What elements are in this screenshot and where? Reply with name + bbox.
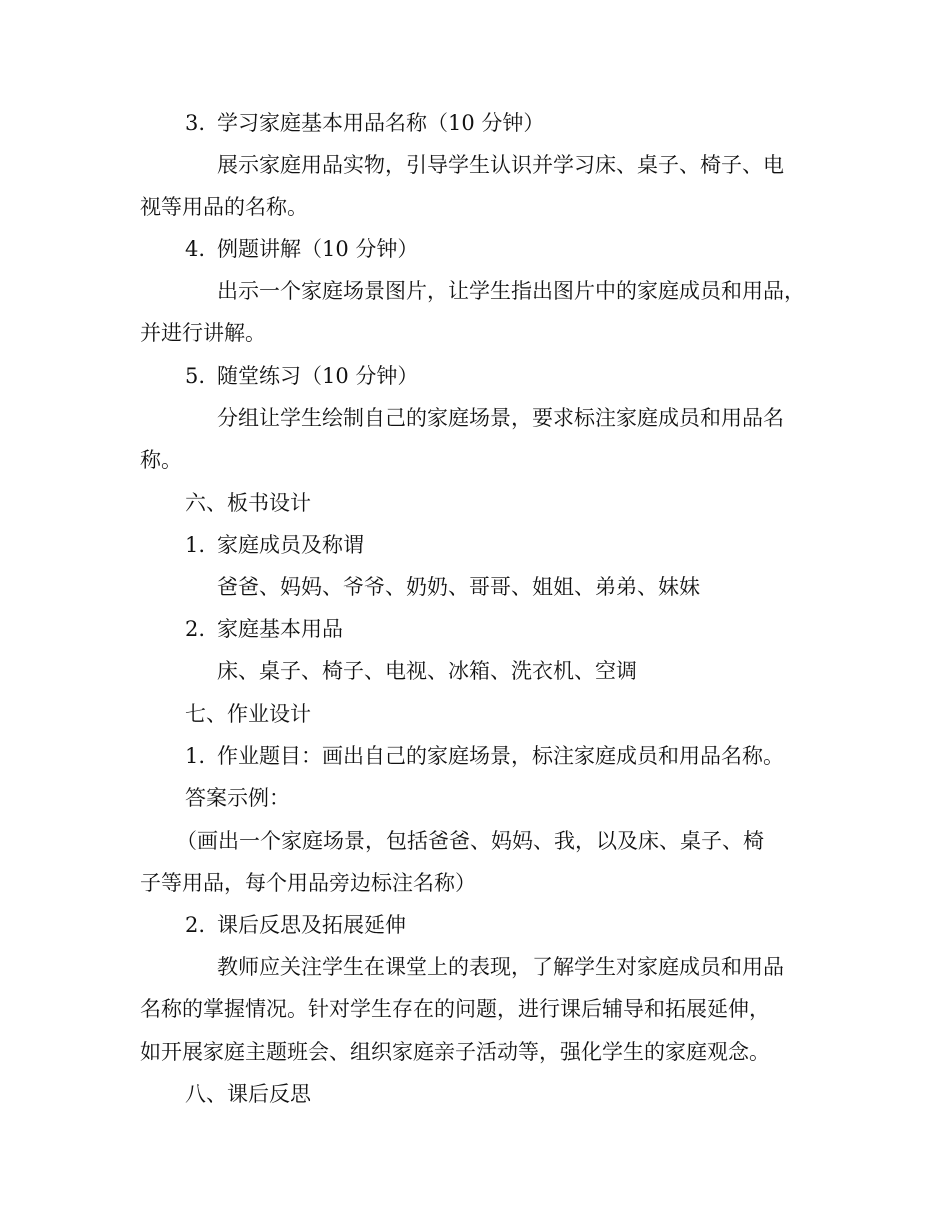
heading-text: 作业题目：画出自己的家庭场景，标注家庭成员和用品名称。 [217, 744, 784, 768]
paragraph-line: 如开展家庭主题班会、组织家庭亲子活动等，强化学生的家庭观念。 [140, 1040, 770, 1064]
paragraph-line: 答案示例： [185, 786, 290, 810]
heading-text: 家庭成员及称谓 [217, 533, 364, 557]
heading-text: 家庭基本用品 [217, 617, 343, 641]
item-5-heading [185, 361, 418, 391]
paragraph-line: 子等用品，每个用品旁边标注名称） [140, 871, 476, 895]
item-3-heading [185, 108, 544, 138]
item-number: 1. [185, 744, 206, 768]
paragraph-line: 爸爸、妈妈、爷爷、奶奶、哥哥、姐姐、弟弟、妹妹 [217, 575, 700, 599]
heading-text: 例题讲解（10 分钟） [217, 237, 419, 261]
paragraph-line: 名称的掌握情况。针对学生存在的问题，进行课后辅导和拓展延伸， [140, 997, 770, 1021]
paragraph-line: 教师应关注学生在课堂上的表现，了解学生对家庭成员和用品 [217, 955, 784, 979]
heading-text: 学习家庭基本用品名称（10 分钟） [217, 111, 545, 135]
paragraph-line: 视等用品的名称。 [140, 195, 308, 219]
paragraph-line: 称。 [140, 448, 182, 472]
paragraph-line: （画出一个家庭场景，包括爸爸、妈妈、我，以及床、桌子、椅 [176, 829, 764, 853]
item-number: 5. [185, 364, 206, 388]
board-item-1 [185, 530, 364, 560]
homework-item-1 [185, 741, 784, 771]
paragraph-line: 并进行讲解。 [140, 321, 266, 345]
item-number: 4. [185, 237, 206, 261]
paragraph-line: 展示家庭用品实物，引导学生认识并学习床、桌子、椅子、电 [217, 153, 784, 177]
section-heading-reflection: 八、课后反思 [185, 1082, 311, 1106]
item-4-heading [185, 234, 418, 264]
item-number: 2. [185, 617, 206, 641]
board-item-2 [185, 614, 343, 644]
paragraph-line: 床、桌子、椅子、电视、冰箱、洗衣机、空调 [217, 659, 637, 683]
paragraph-line: 出示一个家庭场景图片，让学生指出图片中的家庭成员和用品， [217, 279, 805, 303]
section-heading-board-design: 六、板书设计 [185, 491, 311, 515]
heading-text: 随堂练习（10 分钟） [217, 364, 419, 388]
section-heading-homework: 七、作业设计 [185, 702, 311, 726]
item-number: 2. [185, 913, 206, 937]
homework-item-2 [185, 910, 406, 940]
heading-text: 课后反思及拓展延伸 [217, 913, 406, 937]
paragraph-line: 分组让学生绘制自己的家庭场景，要求标注家庭成员和用品名 [217, 406, 784, 430]
item-number: 1. [185, 533, 206, 557]
item-number: 3. [185, 111, 206, 135]
